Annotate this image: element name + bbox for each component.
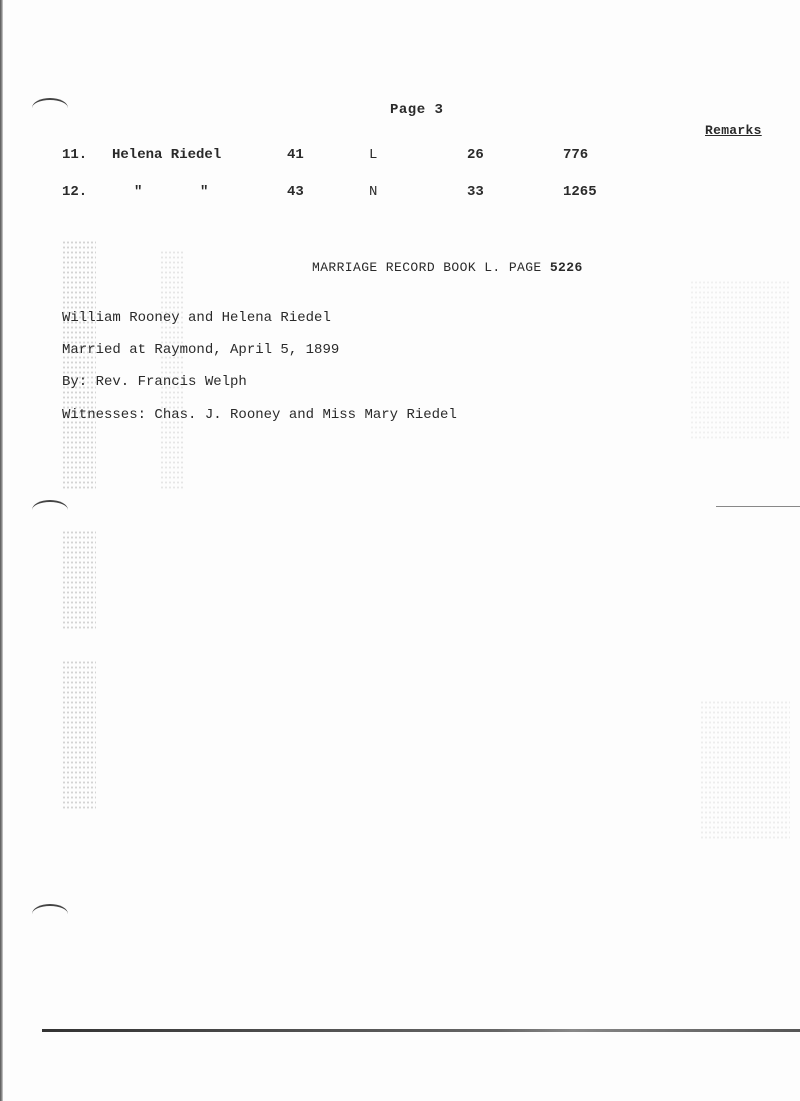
hole-punch-mark (32, 500, 68, 520)
row-age: 41 (287, 147, 304, 163)
scan-noise (62, 530, 96, 630)
row-value-1: 26 (467, 147, 484, 163)
record-line-parties: William Rooney and Helena Riedel (62, 310, 331, 326)
hole-punch-mark (32, 904, 68, 924)
row-number: 12. (62, 184, 88, 200)
bottom-rule (42, 1029, 800, 1032)
row-letter: N (369, 184, 378, 200)
scan-noise (62, 660, 96, 810)
page-number: Page 3 (390, 102, 444, 118)
row-name: Helena Riedel (112, 147, 222, 163)
record-line-married: Married at Raymond, April 5, 1899 (62, 342, 340, 358)
row-value-2: 1265 (563, 184, 597, 200)
hole-punch-mark (32, 98, 68, 118)
scan-noise (700, 700, 790, 840)
row-value-1: 33 (467, 184, 484, 200)
record-line-officiant: By: Rev. Francis Welph (62, 374, 247, 390)
record-heading-text: MARRIAGE RECORD BOOK L. PAGE (312, 260, 542, 275)
scan-noise (62, 240, 96, 490)
divider-line (716, 506, 800, 507)
scan-noise (690, 280, 790, 440)
row-age: 43 (287, 184, 304, 200)
remarks-header: Remarks (705, 123, 762, 138)
row-value-2: 776 (563, 147, 589, 163)
ditto-mark: " (200, 184, 209, 200)
scan-edge (0, 0, 3, 1101)
record-heading (312, 260, 583, 275)
row-number: 11. (62, 147, 88, 163)
record-line-witnesses: Witnesses: Chas. J. Rooney and Miss Mary Riedel (62, 407, 457, 423)
ditto-mark: " (134, 184, 143, 200)
row-letter: L (369, 147, 378, 163)
scan-noise (160, 250, 184, 490)
record-heading-page: 5226 (549, 260, 583, 275)
